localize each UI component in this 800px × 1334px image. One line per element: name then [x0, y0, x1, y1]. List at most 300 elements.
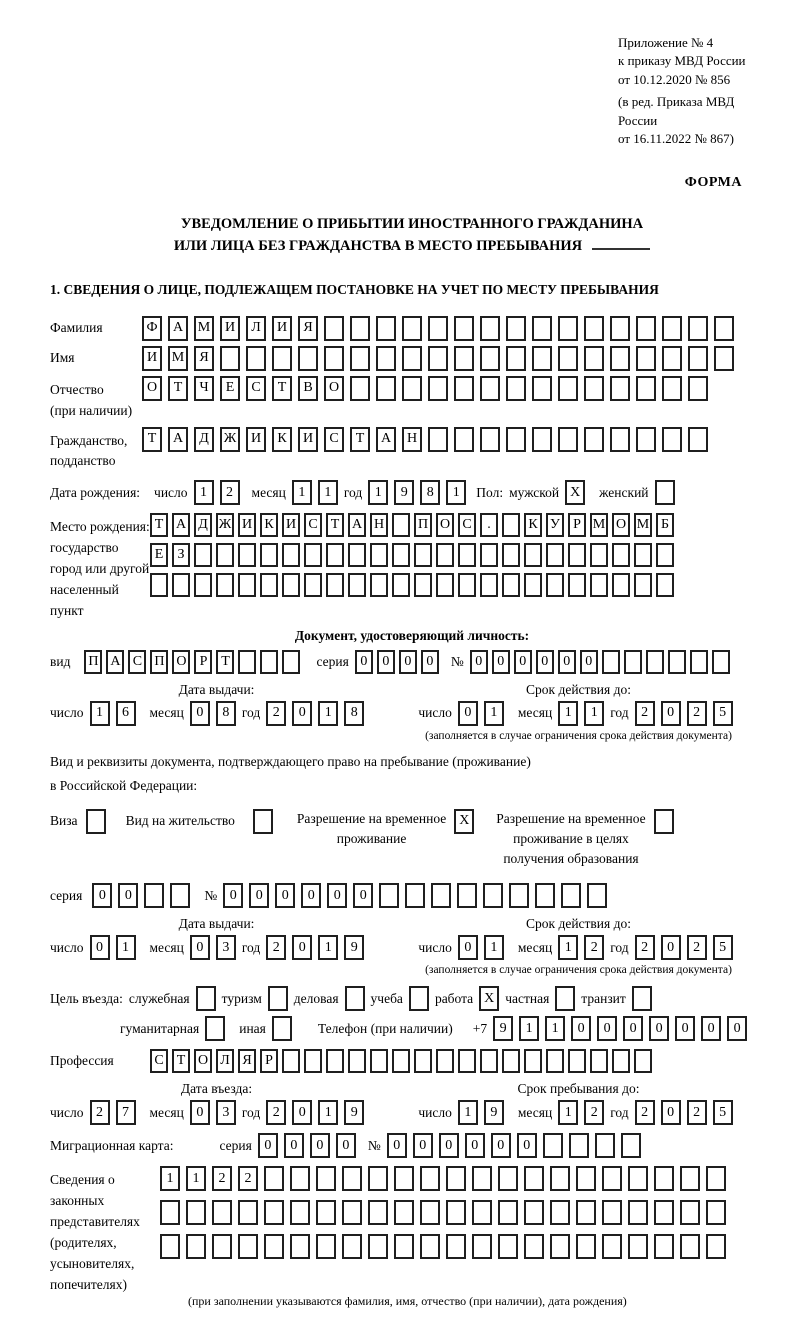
char-cell[interactable]: 1 — [318, 480, 338, 505]
char-cell[interactable] — [714, 346, 734, 371]
char-cell[interactable]: 3 — [216, 935, 236, 960]
char-cell[interactable] — [348, 1049, 366, 1073]
char-cell[interactable]: 1 — [318, 935, 338, 960]
char-cell[interactable] — [370, 1049, 388, 1073]
char-cell[interactable] — [646, 650, 664, 674]
char-cell[interactable]: 1 — [318, 1100, 338, 1125]
char-cell[interactable] — [690, 650, 708, 674]
char-cell[interactable] — [714, 316, 734, 341]
char-cell[interactable] — [498, 1166, 518, 1191]
char-cell[interactable]: 5 — [713, 701, 733, 726]
char-cell[interactable]: А — [348, 513, 366, 537]
char-cell[interactable]: 0 — [413, 1133, 433, 1158]
char-cell[interactable] — [668, 650, 686, 674]
char-cell[interactable]: 5 — [713, 935, 733, 960]
char-cell[interactable]: И — [142, 346, 162, 371]
char-cell[interactable] — [298, 346, 318, 371]
char-cell[interactable] — [656, 573, 674, 597]
char-cell[interactable] — [612, 1049, 630, 1073]
char-cell[interactable] — [688, 427, 708, 452]
char-cell[interactable] — [324, 316, 344, 341]
char-cell[interactable] — [392, 513, 410, 537]
purpose-other-checkbox[interactable] — [272, 1016, 292, 1041]
char-cell[interactable] — [561, 883, 581, 908]
char-cell[interactable] — [550, 1200, 570, 1225]
char-cell[interactable]: 0 — [514, 650, 532, 674]
char-cell[interactable] — [458, 573, 476, 597]
char-cell[interactable] — [194, 573, 212, 597]
char-cell[interactable]: 0 — [571, 1016, 591, 1041]
char-cell[interactable] — [628, 1234, 648, 1259]
char-cell[interactable]: 2 — [212, 1166, 232, 1191]
char-cell[interactable]: 0 — [421, 650, 439, 674]
char-cell[interactable]: 2 — [90, 1100, 110, 1125]
char-cell[interactable] — [304, 1049, 322, 1073]
char-cell[interactable] — [472, 1166, 492, 1191]
char-cell[interactable] — [394, 1166, 414, 1191]
char-cell[interactable] — [610, 427, 630, 452]
char-cell[interactable] — [480, 573, 498, 597]
char-cell[interactable] — [220, 346, 240, 371]
char-cell[interactable] — [376, 346, 396, 371]
char-cell[interactable] — [428, 346, 448, 371]
char-cell[interactable] — [654, 1200, 674, 1225]
char-cell[interactable]: К — [260, 513, 278, 537]
char-cell[interactable]: 0 — [623, 1016, 643, 1041]
char-cell[interactable]: 0 — [458, 935, 478, 960]
char-cell[interactable] — [238, 1234, 258, 1259]
char-cell[interactable]: П — [150, 650, 168, 674]
char-cell[interactable] — [584, 376, 604, 401]
char-cell[interactable]: 9 — [344, 1100, 364, 1125]
char-cell[interactable]: Л — [246, 316, 266, 341]
char-cell[interactable] — [392, 543, 410, 567]
char-cell[interactable]: 0 — [492, 650, 510, 674]
char-cell[interactable] — [420, 1200, 440, 1225]
char-cell[interactable] — [458, 543, 476, 567]
char-cell[interactable] — [706, 1200, 726, 1225]
char-cell[interactable]: С — [324, 427, 344, 452]
char-cell[interactable]: 1 — [558, 701, 578, 726]
char-cell[interactable] — [506, 316, 526, 341]
char-cell[interactable] — [238, 650, 256, 674]
char-cell[interactable] — [584, 346, 604, 371]
char-cell[interactable]: Е — [150, 543, 168, 567]
char-cell[interactable]: 0 — [727, 1016, 747, 1041]
char-cell[interactable] — [342, 1166, 362, 1191]
char-cell[interactable] — [480, 543, 498, 567]
char-cell[interactable]: 0 — [701, 1016, 721, 1041]
char-cell[interactable] — [290, 1200, 310, 1225]
char-cell[interactable] — [144, 883, 164, 908]
char-cell[interactable] — [706, 1166, 726, 1191]
purpose-tourism-checkbox[interactable] — [268, 986, 288, 1011]
char-cell[interactable]: К — [524, 513, 542, 537]
char-cell[interactable]: И — [238, 513, 256, 537]
char-cell[interactable]: 1 — [116, 935, 136, 960]
char-cell[interactable] — [454, 427, 474, 452]
char-cell[interactable]: 0 — [258, 1133, 278, 1158]
char-cell[interactable]: Н — [370, 513, 388, 537]
char-cell[interactable] — [414, 1049, 432, 1073]
char-cell[interactable]: М — [590, 513, 608, 537]
char-cell[interactable] — [628, 1166, 648, 1191]
char-cell[interactable] — [428, 316, 448, 341]
char-cell[interactable] — [290, 1234, 310, 1259]
char-cell[interactable]: 2 — [687, 1100, 707, 1125]
char-cell[interactable] — [543, 1133, 563, 1158]
char-cell[interactable] — [480, 376, 500, 401]
char-cell[interactable] — [498, 1234, 518, 1259]
char-cell[interactable]: 0 — [355, 650, 373, 674]
char-cell[interactable]: 0 — [118, 883, 138, 908]
purpose-work-checkbox[interactable]: X — [479, 986, 499, 1011]
char-cell[interactable] — [348, 573, 366, 597]
char-cell[interactable]: И — [282, 513, 300, 537]
char-cell[interactable] — [368, 1234, 388, 1259]
char-cell[interactable]: 2 — [687, 701, 707, 726]
char-cell[interactable]: Я — [194, 346, 214, 371]
char-cell[interactable]: Т — [272, 376, 292, 401]
purpose-business-checkbox[interactable] — [345, 986, 365, 1011]
char-cell[interactable] — [238, 573, 256, 597]
char-cell[interactable] — [282, 650, 300, 674]
char-cell[interactable] — [454, 316, 474, 341]
char-cell[interactable]: У — [546, 513, 564, 537]
char-cell[interactable]: К — [272, 427, 292, 452]
char-cell[interactable] — [590, 543, 608, 567]
char-cell[interactable]: 0 — [439, 1133, 459, 1158]
char-cell[interactable] — [532, 427, 552, 452]
char-cell[interactable] — [326, 573, 344, 597]
char-cell[interactable]: Ж — [216, 513, 234, 537]
char-cell[interactable] — [576, 1234, 596, 1259]
char-cell[interactable]: О — [172, 650, 190, 674]
char-cell[interactable] — [402, 346, 422, 371]
char-cell[interactable] — [610, 316, 630, 341]
char-cell[interactable] — [498, 1200, 518, 1225]
char-cell[interactable]: 0 — [292, 701, 312, 726]
char-cell[interactable]: 2 — [220, 480, 240, 505]
char-cell[interactable] — [350, 316, 370, 341]
char-cell[interactable] — [472, 1200, 492, 1225]
char-cell[interactable] — [348, 543, 366, 567]
char-cell[interactable] — [446, 1166, 466, 1191]
char-cell[interactable] — [688, 376, 708, 401]
char-cell[interactable] — [590, 1049, 608, 1073]
char-cell[interactable]: 0 — [661, 1100, 681, 1125]
char-cell[interactable] — [405, 883, 425, 908]
char-cell[interactable] — [216, 543, 234, 567]
char-cell[interactable] — [394, 1234, 414, 1259]
char-cell[interactable] — [480, 316, 500, 341]
char-cell[interactable] — [624, 650, 642, 674]
char-cell[interactable] — [160, 1234, 180, 1259]
sex-male-checkbox[interactable]: X — [565, 480, 585, 505]
char-cell[interactable]: И — [220, 316, 240, 341]
char-cell[interactable]: Р — [260, 1049, 278, 1073]
char-cell[interactable] — [546, 1049, 564, 1073]
char-cell[interactable] — [246, 346, 266, 371]
char-cell[interactable] — [379, 883, 399, 908]
char-cell[interactable]: 8 — [420, 480, 440, 505]
char-cell[interactable]: Т — [326, 513, 344, 537]
char-cell[interactable] — [612, 543, 630, 567]
char-cell[interactable] — [458, 1049, 476, 1073]
char-cell[interactable] — [316, 1234, 336, 1259]
char-cell[interactable] — [436, 543, 454, 567]
char-cell[interactable]: Д — [194, 513, 212, 537]
char-cell[interactable] — [454, 346, 474, 371]
char-cell[interactable] — [628, 1200, 648, 1225]
char-cell[interactable]: 2 — [635, 935, 655, 960]
char-cell[interactable] — [216, 573, 234, 597]
char-cell[interactable] — [502, 1049, 520, 1073]
char-cell[interactable]: Т — [150, 513, 168, 537]
char-cell[interactable]: Б — [656, 513, 674, 537]
char-cell[interactable]: Н — [402, 427, 422, 452]
char-cell[interactable]: 2 — [635, 701, 655, 726]
char-cell[interactable] — [394, 1200, 414, 1225]
char-cell[interactable]: 0 — [327, 883, 347, 908]
char-cell[interactable]: 1 — [292, 480, 312, 505]
char-cell[interactable] — [636, 346, 656, 371]
char-cell[interactable]: Ч — [194, 376, 214, 401]
char-cell[interactable] — [264, 1166, 284, 1191]
char-cell[interactable] — [662, 376, 682, 401]
char-cell[interactable] — [602, 1234, 622, 1259]
purpose-official-checkbox[interactable] — [196, 986, 216, 1011]
char-cell[interactable]: . — [480, 513, 498, 537]
char-cell[interactable] — [483, 883, 503, 908]
char-cell[interactable]: 0 — [292, 1100, 312, 1125]
char-cell[interactable]: 1 — [318, 701, 338, 726]
char-cell[interactable]: 0 — [249, 883, 269, 908]
char-cell[interactable] — [350, 376, 370, 401]
char-cell[interactable]: 0 — [92, 883, 112, 908]
char-cell[interactable]: 9 — [484, 1100, 504, 1125]
char-cell[interactable] — [502, 513, 520, 537]
char-cell[interactable]: Е — [220, 376, 240, 401]
char-cell[interactable] — [602, 650, 620, 674]
char-cell[interactable]: 0 — [377, 650, 395, 674]
char-cell[interactable]: 8 — [216, 701, 236, 726]
char-cell[interactable]: М — [634, 513, 652, 537]
residence-permit-checkbox[interactable] — [253, 809, 273, 834]
char-cell[interactable] — [238, 1200, 258, 1225]
char-cell[interactable]: 1 — [558, 1100, 578, 1125]
char-cell[interactable] — [290, 1166, 310, 1191]
char-cell[interactable]: 2 — [266, 935, 286, 960]
char-cell[interactable] — [260, 573, 278, 597]
char-cell[interactable]: О — [194, 1049, 212, 1073]
char-cell[interactable]: А — [376, 427, 396, 452]
char-cell[interactable]: Л — [216, 1049, 234, 1073]
char-cell[interactable] — [524, 573, 542, 597]
char-cell[interactable] — [662, 427, 682, 452]
char-cell[interactable] — [688, 316, 708, 341]
char-cell[interactable] — [502, 543, 520, 567]
char-cell[interactable]: 1 — [545, 1016, 565, 1041]
char-cell[interactable]: Т — [142, 427, 162, 452]
char-cell[interactable] — [532, 316, 552, 341]
char-cell[interactable] — [558, 316, 578, 341]
char-cell[interactable]: М — [194, 316, 214, 341]
char-cell[interactable] — [654, 1234, 674, 1259]
char-cell[interactable] — [568, 543, 586, 567]
char-cell[interactable] — [532, 346, 552, 371]
char-cell[interactable]: 0 — [353, 883, 373, 908]
char-cell[interactable]: О — [612, 513, 630, 537]
purpose-study-checkbox[interactable] — [409, 986, 429, 1011]
char-cell[interactable]: 2 — [266, 1100, 286, 1125]
char-cell[interactable] — [392, 1049, 410, 1073]
char-cell[interactable]: А — [106, 650, 124, 674]
char-cell[interactable]: И — [298, 427, 318, 452]
char-cell[interactable] — [602, 1166, 622, 1191]
char-cell[interactable]: С — [150, 1049, 168, 1073]
char-cell[interactable]: 6 — [116, 701, 136, 726]
char-cell[interactable] — [568, 573, 586, 597]
edu-residence-checkbox[interactable] — [654, 809, 674, 834]
char-cell[interactable] — [688, 346, 708, 371]
char-cell[interactable] — [595, 1133, 615, 1158]
char-cell[interactable] — [636, 376, 656, 401]
sex-female-checkbox[interactable] — [655, 480, 675, 505]
purpose-humanitarian-checkbox[interactable] — [205, 1016, 225, 1041]
char-cell[interactable] — [238, 543, 256, 567]
char-cell[interactable] — [621, 1133, 641, 1158]
char-cell[interactable]: 0 — [310, 1133, 330, 1158]
char-cell[interactable]: А — [168, 427, 188, 452]
char-cell[interactable] — [524, 543, 542, 567]
char-cell[interactable]: 2 — [635, 1100, 655, 1125]
char-cell[interactable] — [186, 1234, 206, 1259]
char-cell[interactable]: 1 — [160, 1166, 180, 1191]
char-cell[interactable] — [436, 573, 454, 597]
char-cell[interactable]: 9 — [344, 935, 364, 960]
char-cell[interactable]: З — [172, 543, 190, 567]
char-cell[interactable]: 0 — [470, 650, 488, 674]
char-cell[interactable]: 1 — [90, 701, 110, 726]
char-cell[interactable] — [584, 316, 604, 341]
char-cell[interactable] — [502, 573, 520, 597]
char-cell[interactable]: 7 — [116, 1100, 136, 1125]
char-cell[interactable] — [428, 376, 448, 401]
char-cell[interactable] — [370, 543, 388, 567]
char-cell[interactable] — [342, 1200, 362, 1225]
char-cell[interactable]: 0 — [580, 650, 598, 674]
char-cell[interactable]: 2 — [266, 701, 286, 726]
char-cell[interactable] — [680, 1166, 700, 1191]
char-cell[interactable]: Р — [194, 650, 212, 674]
char-cell[interactable] — [532, 376, 552, 401]
char-cell[interactable]: 0 — [597, 1016, 617, 1041]
char-cell[interactable]: 0 — [661, 701, 681, 726]
char-cell[interactable]: 0 — [284, 1133, 304, 1158]
char-cell[interactable] — [454, 376, 474, 401]
char-cell[interactable]: 1 — [584, 701, 604, 726]
char-cell[interactable] — [509, 883, 529, 908]
char-cell[interactable]: 0 — [190, 935, 210, 960]
char-cell[interactable]: 2 — [584, 1100, 604, 1125]
char-cell[interactable] — [634, 573, 652, 597]
char-cell[interactable] — [316, 1166, 336, 1191]
char-cell[interactable] — [524, 1166, 544, 1191]
char-cell[interactable]: 0 — [661, 935, 681, 960]
char-cell[interactable] — [472, 1234, 492, 1259]
char-cell[interactable] — [260, 650, 278, 674]
char-cell[interactable]: А — [168, 316, 188, 341]
char-cell[interactable]: 0 — [517, 1133, 537, 1158]
char-cell[interactable]: В — [298, 376, 318, 401]
char-cell[interactable]: 0 — [558, 650, 576, 674]
char-cell[interactable] — [550, 1166, 570, 1191]
char-cell[interactable] — [342, 1234, 362, 1259]
char-cell[interactable] — [506, 346, 526, 371]
char-cell[interactable] — [326, 543, 344, 567]
char-cell[interactable] — [431, 883, 451, 908]
char-cell[interactable]: 0 — [536, 650, 554, 674]
char-cell[interactable]: 8 — [344, 701, 364, 726]
char-cell[interactable]: 1 — [558, 935, 578, 960]
char-cell[interactable] — [506, 376, 526, 401]
char-cell[interactable] — [282, 1049, 300, 1073]
char-cell[interactable] — [558, 376, 578, 401]
char-cell[interactable]: 0 — [190, 1100, 210, 1125]
char-cell[interactable] — [558, 346, 578, 371]
char-cell[interactable] — [370, 573, 388, 597]
char-cell[interactable] — [186, 1200, 206, 1225]
char-cell[interactable]: П — [414, 513, 432, 537]
char-cell[interactable]: 0 — [292, 935, 312, 960]
char-cell[interactable]: 0 — [649, 1016, 669, 1041]
temp-residence-checkbox[interactable]: X — [454, 809, 474, 834]
char-cell[interactable]: А — [172, 513, 190, 537]
char-cell[interactable]: 5 — [713, 1100, 733, 1125]
char-cell[interactable]: 1 — [194, 480, 214, 505]
char-cell[interactable] — [656, 543, 674, 567]
char-cell[interactable] — [610, 346, 630, 371]
char-cell[interactable] — [414, 573, 432, 597]
char-cell[interactable]: 0 — [458, 701, 478, 726]
char-cell[interactable] — [550, 1234, 570, 1259]
char-cell[interactable] — [480, 346, 500, 371]
char-cell[interactable] — [576, 1200, 596, 1225]
char-cell[interactable] — [402, 376, 422, 401]
char-cell[interactable] — [160, 1200, 180, 1225]
char-cell[interactable] — [260, 543, 278, 567]
char-cell[interactable] — [535, 883, 555, 908]
char-cell[interactable]: 0 — [301, 883, 321, 908]
char-cell[interactable] — [602, 1200, 622, 1225]
char-cell[interactable]: Т — [172, 1049, 190, 1073]
char-cell[interactable] — [392, 573, 410, 597]
char-cell[interactable]: С — [128, 650, 146, 674]
char-cell[interactable] — [524, 1200, 544, 1225]
char-cell[interactable] — [446, 1200, 466, 1225]
char-cell[interactable] — [420, 1166, 440, 1191]
char-cell[interactable] — [506, 427, 526, 452]
char-cell[interactable]: Д — [194, 427, 214, 452]
char-cell[interactable] — [282, 573, 300, 597]
char-cell[interactable]: 0 — [223, 883, 243, 908]
char-cell[interactable]: 1 — [519, 1016, 539, 1041]
char-cell[interactable]: 0 — [675, 1016, 695, 1041]
char-cell[interactable]: 1 — [446, 480, 466, 505]
char-cell[interactable] — [558, 427, 578, 452]
char-cell[interactable] — [326, 1049, 344, 1073]
